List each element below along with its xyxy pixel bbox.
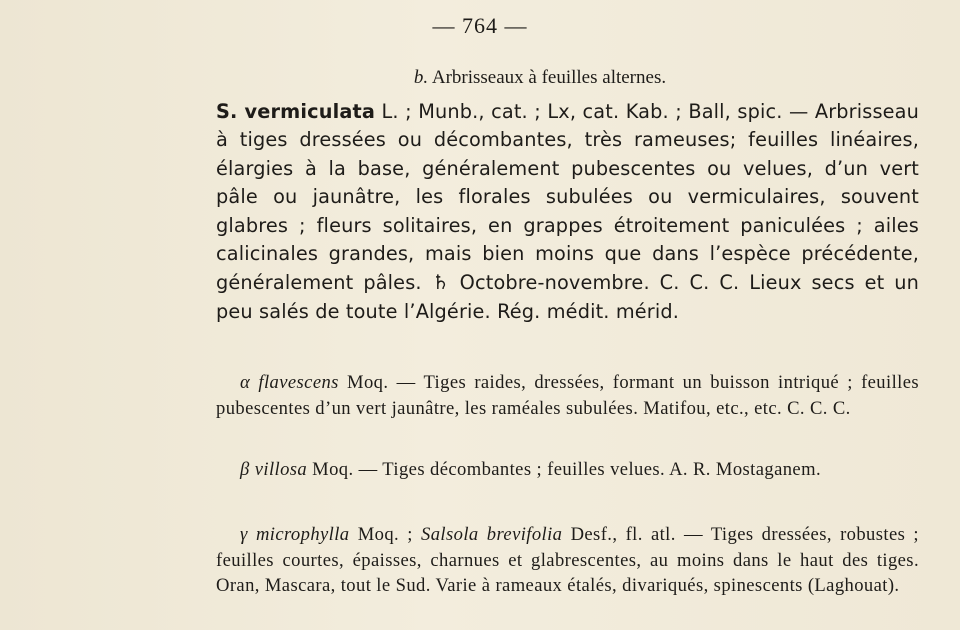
shrub-symbol: ♄ xyxy=(431,270,450,295)
species-citation: L. ; Munb., cat. ; Lx, cat. Kab. ; Ball, spic. — xyxy=(375,100,809,123)
variety-connector: Moq. ; xyxy=(349,524,422,545)
variety-name: villosa xyxy=(254,459,308,480)
variety-letter: α xyxy=(240,372,251,393)
species-habitat: Octobre-novembre. C. C. C. Lieux secs et un peu salés de toute l’Algérie. Rég. médit. mérid. xyxy=(216,271,920,323)
section-subheading xyxy=(0,67,960,89)
variety-alpha xyxy=(216,370,919,421)
species-name: S. vermiculata xyxy=(216,100,376,123)
variety-description: Moq. — Tiges décombantes ; feuilles velues. A. R. Mostaganem. xyxy=(307,459,821,480)
variety-gamma xyxy=(216,522,919,599)
variety-letter: β xyxy=(240,459,250,480)
variety-name: flavescens xyxy=(258,372,339,393)
variety-synonym: Salsola brevifolia xyxy=(421,524,563,545)
variety-description: Desf., fl. atl. — Tiges dressées, robustes ; feuilles courtes, épaisses, charnues et glabrescentes, au moins dans le haut des tiges. Oran, Mascara, tout le Sud. Varie à rameaux étalés, divariqués, spinescents (Laghouat). xyxy=(216,524,919,596)
page-number: — 764 — xyxy=(432,13,528,38)
species-description: Arbrisseau à tiges dressées ou décombantes, très rameuses; feuilles linéaires, élargies à la base, généralement pubescentes ou velues, d’un vert pâle ou jaunâtre, les florales subulées ou vermiculaires, souvent glabres ; fleurs solitaires, en grappes étroitement paniculées ; ailes calicinales grandes, mais bien moins que dans l’espèce précédente, généralement pâles. xyxy=(216,100,920,295)
subheading-letter: b. xyxy=(413,67,429,88)
species-entry xyxy=(216,98,919,326)
variety-description: Moq. — Tiges raides, dressées, formant un buisson intriqué ; feuilles pubescentes d’un vert jaunâtre, les raméales subulées. Matifou, etc., etc. C. C. C. xyxy=(216,372,919,419)
variety-letter: γ xyxy=(240,524,248,545)
variety-name: microphylla xyxy=(255,524,350,545)
subheading-text: Arbrisseaux à feuilles alternes. xyxy=(431,67,667,88)
variety-beta xyxy=(216,457,919,483)
